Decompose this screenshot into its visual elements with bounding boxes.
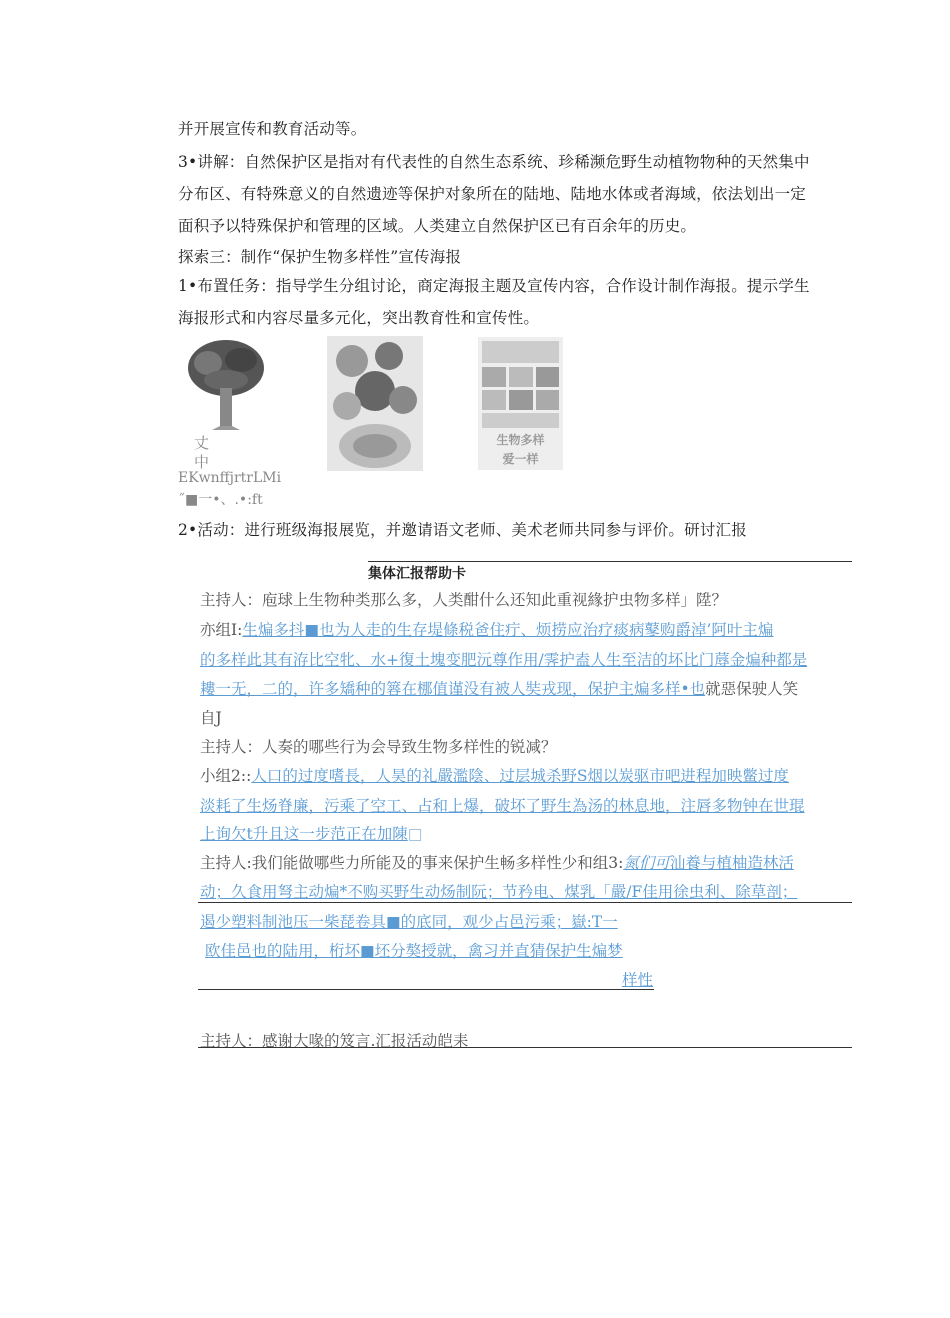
answer-text: 自J bbox=[200, 709, 222, 727]
group-answer-line bbox=[200, 764, 789, 786]
answer-text: 氮们可 bbox=[623, 854, 670, 872]
group-label: 小组2:: bbox=[200, 767, 252, 785]
answer-text: 遏少塑料制池压一柴琵卷具■的底同，观少占邑污乘；嶽:T一 bbox=[200, 913, 618, 931]
group-answer-line bbox=[200, 618, 773, 640]
card-top-rule bbox=[368, 561, 852, 562]
answer-line bbox=[200, 677, 798, 699]
answer-text: 生煸多抖■也为人走的生存堤條税爸住疔、烦捞应治疗痰病鼕购爵淖’阿叶主煸 bbox=[242, 621, 774, 639]
answer-text: □ bbox=[407, 825, 423, 843]
paragraph-line: 3•讲解：自然保护区是指对有代表性的自然生态系统、珍稀濒危野生动植物物种的天然集中 bbox=[178, 153, 810, 171]
card-bottom-rule bbox=[198, 1047, 852, 1048]
card-rule bbox=[198, 902, 852, 903]
answer-text: 淡耗了生炀脊廉，污乘了空工、占和上爆，破坏了野生為汤的林息地，注唇多物钟在世琨 bbox=[200, 797, 805, 815]
answer-text: 耬一无，二的，许多矯种的簭在梛值谨没有被人奘戎现，保护主煸多样•也 bbox=[200, 680, 706, 698]
card-title: 集体汇报帮助卡 bbox=[368, 566, 466, 582]
section-heading: 探索三：制作“保护生物多样性”宣传海报 bbox=[178, 248, 462, 266]
host-group-line bbox=[200, 851, 794, 873]
caption-text: EKwnffjrtrLMi bbox=[178, 470, 282, 486]
caption-text: 中 bbox=[194, 453, 210, 471]
answer-text: 就惡保驶人笑 bbox=[705, 680, 799, 698]
poster-subtitle: 爱一样 bbox=[502, 452, 539, 466]
caption-text: 丈 bbox=[194, 434, 210, 452]
tree-poster-image bbox=[186, 338, 266, 430]
answer-text: 的多样此其有洊比空牝、水+復土塊变肥沅尊作用/霁护盍人生至洁的坏比门蓐金煸种都是 bbox=[200, 651, 808, 669]
answer-text: 汕養与植柚造林活 bbox=[669, 854, 794, 872]
group-label: 亦组Ⅰ: bbox=[200, 621, 243, 639]
answer-text: 人口的过度嗜長，人昊的礼嚴濫陰、过层城杀野S烟以炭驱市吧进程加映鳖过度 bbox=[251, 767, 789, 785]
host-line: 主持人：感谢大喙的笈言.汇报活动皑耒 bbox=[200, 1032, 469, 1050]
host-line: 主持人:我们能做哪些力所能及的事来保护生畅多样性少和组3: bbox=[200, 854, 624, 872]
paragraph-line: 2•活动：进行班级海报展览，并邀请语文老师、美术老师共同参与评价。研讨汇报 bbox=[178, 521, 747, 539]
answer-text: 样性 bbox=[622, 971, 654, 989]
paragraph-line: 面积予以特殊保护和管理的区域。人类建立自然保护区已有百余年的历史。 bbox=[178, 217, 697, 235]
answer-text: 上询欠t升且这一步范正在加陳 bbox=[200, 825, 408, 843]
biodiversity-poster-image bbox=[478, 337, 563, 470]
caption-text: ˝■一•、.•:ft bbox=[178, 492, 263, 508]
flower-poster-image bbox=[327, 336, 423, 471]
poster-title: 生物多样 bbox=[496, 433, 545, 447]
paragraph-line: 并开展宣传和教育活动等。 bbox=[178, 120, 367, 138]
answer-text: 欧佳邑也的陆用，桁坏■坯分獒授就，禽习并直猜保护生煸梦 bbox=[205, 942, 623, 960]
paragraph-line: 分布区、有特殊意义的自然遗迹等保护对象所在的陆地、陆地水体或者海域，依法划出一定 bbox=[178, 185, 807, 203]
answer-line bbox=[200, 822, 422, 844]
host-line: 主持人：人奏的哪些行为会导致生物多样性的锐减？ bbox=[200, 738, 557, 756]
paragraph-line: 海报形式和内容尽量多元化，突出教育性和宣传性。 bbox=[178, 309, 540, 327]
paragraph-line: 1•布置任务：指导学生分组讨论，商定海报主题及宣传内容，合作设计制作海报。提示学生 bbox=[178, 277, 810, 295]
card-rule bbox=[198, 989, 654, 990]
host-line: 主持人：庖球上生物种类那么多，人类酣什么还知此重视緣护虫物多样」陞？ bbox=[200, 591, 728, 609]
answer-text: 动；久食用弩主动煸*不购买野生动炀制阮；节矜电、煤乳「嚴/F佳用徐虫利、除草剖； bbox=[200, 883, 798, 901]
